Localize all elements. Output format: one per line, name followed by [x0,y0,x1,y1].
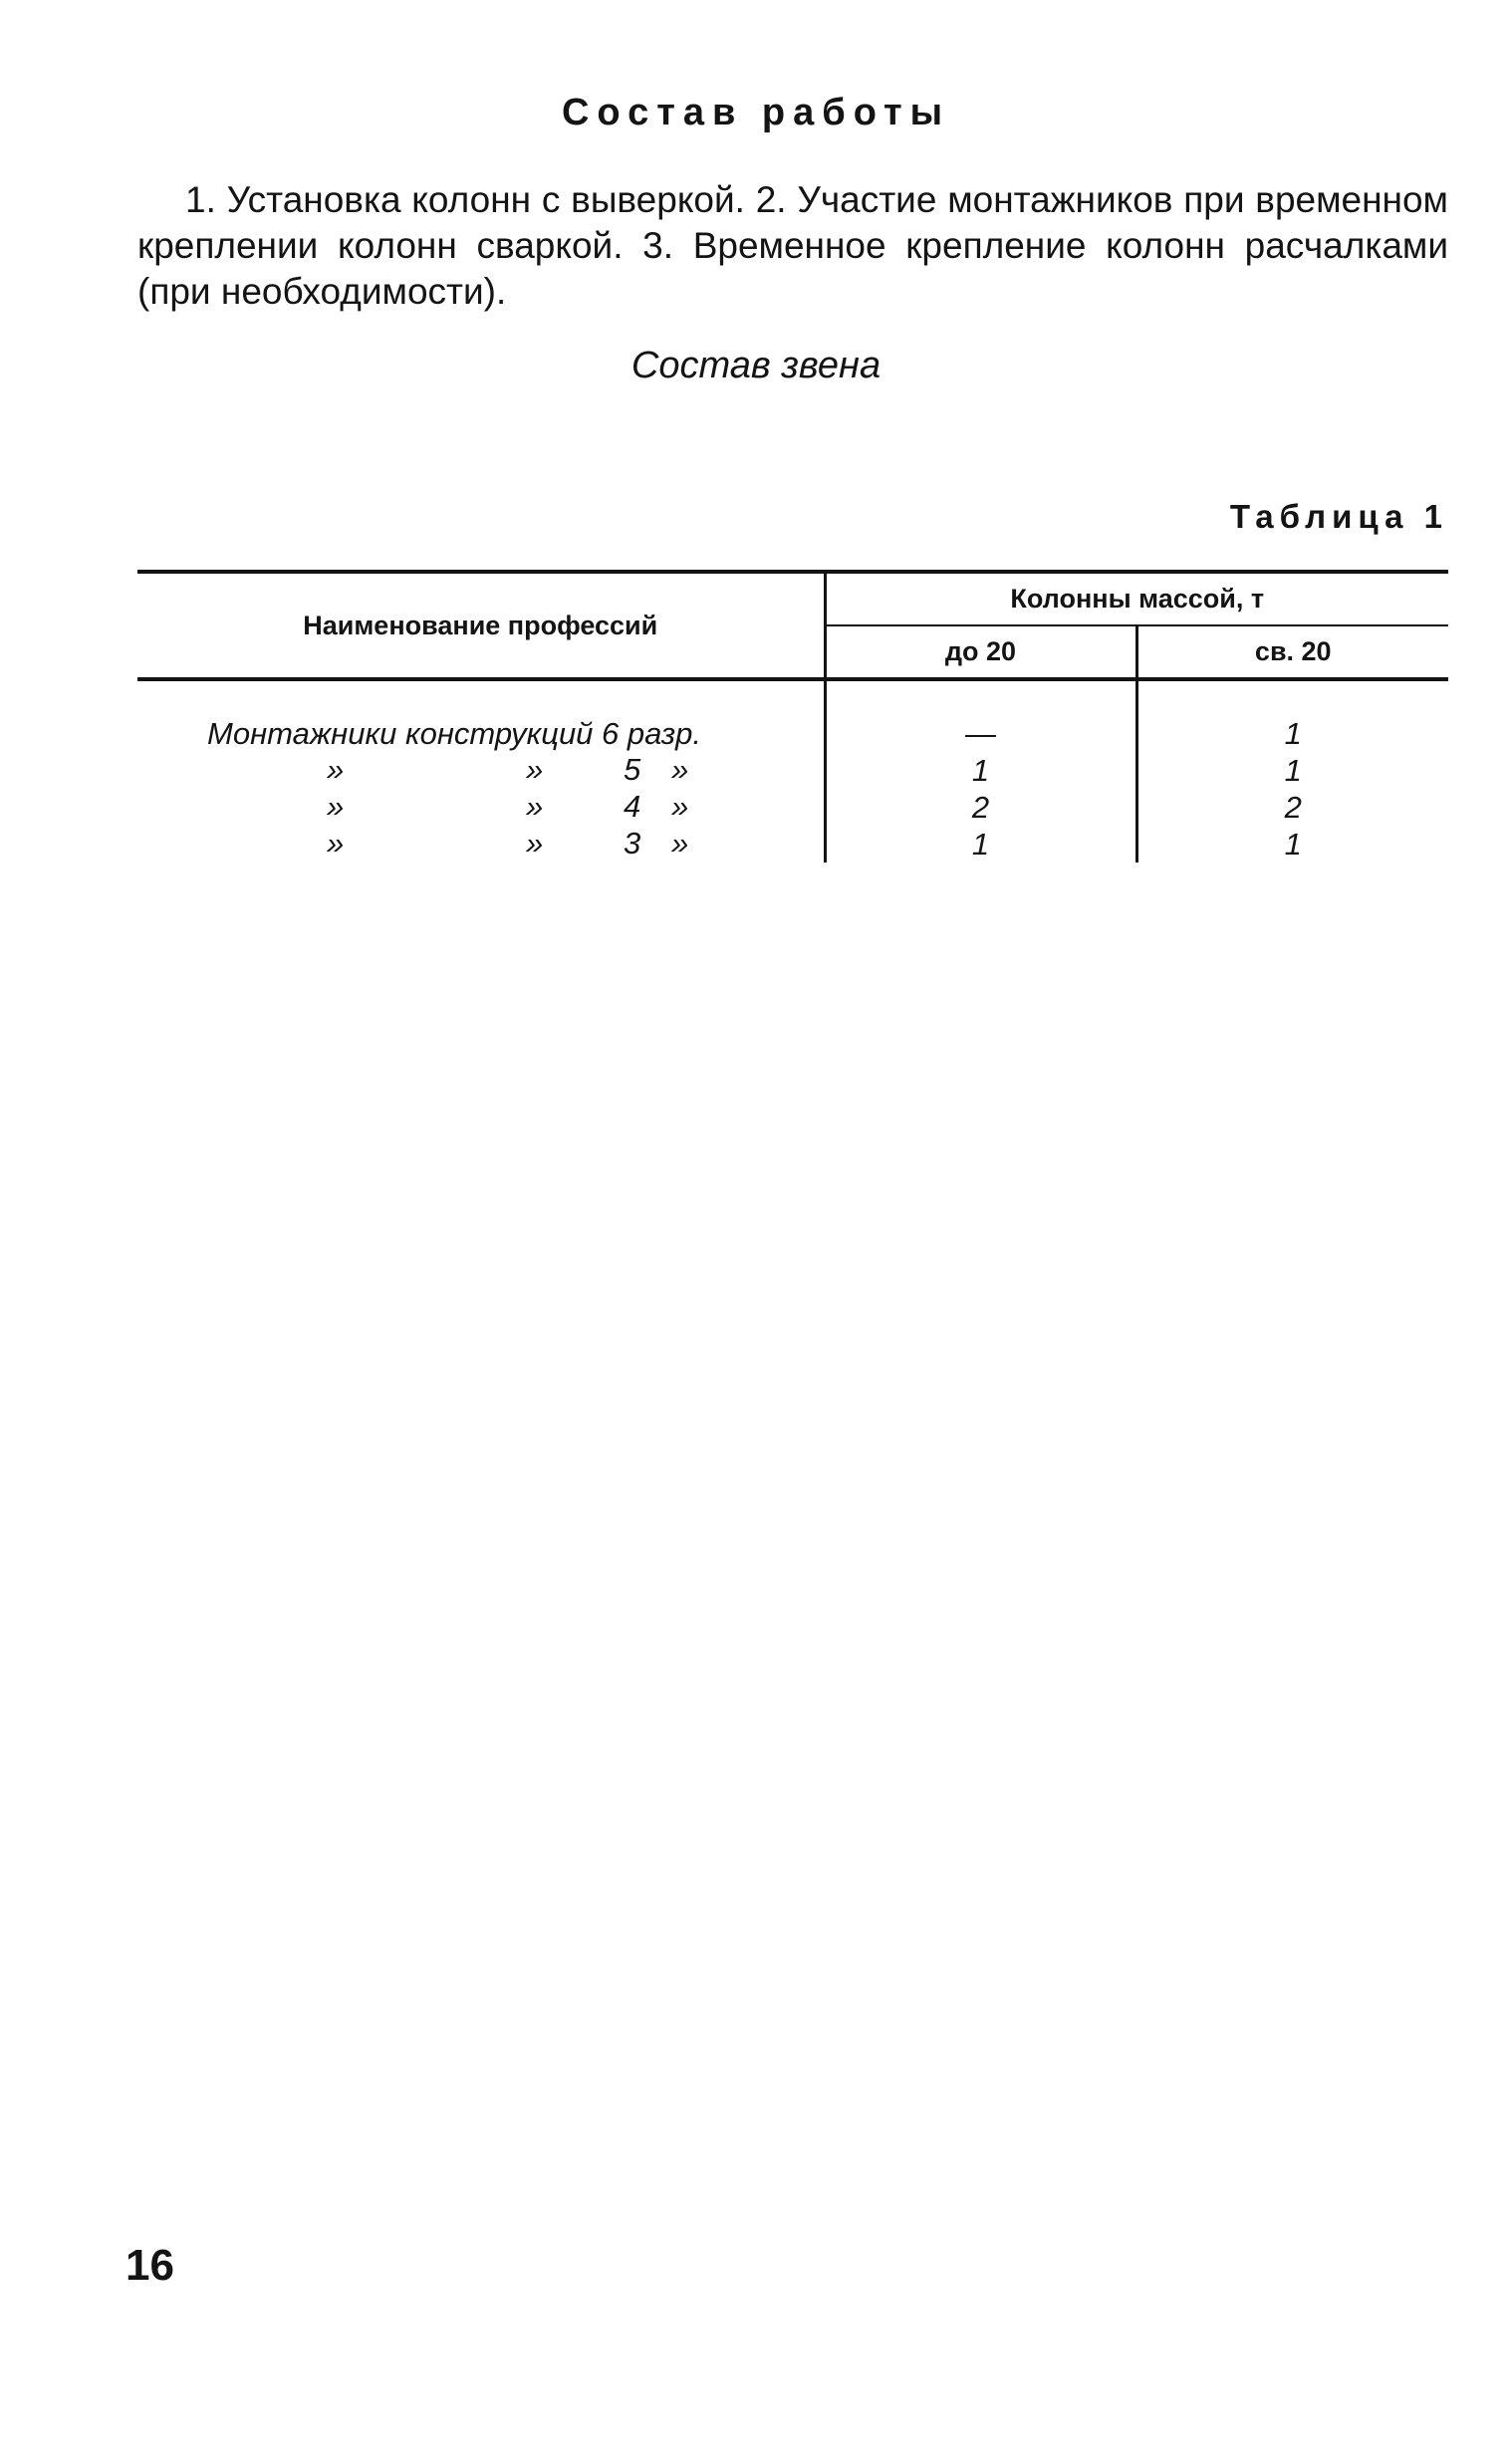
header-up-to-20: до 20 [825,625,1136,679]
ditto-mark: » [671,789,689,824]
value-up-to-20: 2 [825,789,1136,826]
value-up-to-20: — [825,679,1136,752]
profession-name: Монтажники конструкций 6 разр. [207,715,701,751]
ditto-mark: » [671,826,689,861]
profession-cell [137,789,825,826]
grade-number: 5 [624,752,641,787]
ditto-mark: » [526,826,544,861]
table-row [137,826,1448,862]
profession-cell [137,752,825,789]
value-over-20: 2 [1136,789,1448,826]
ditto-mark: » [526,789,544,824]
profession-cell [137,826,825,862]
grade-number: 4 [624,789,641,824]
ditto-mark: » [327,826,345,861]
value-up-to-20: 1 [825,826,1136,862]
value-up-to-20: 1 [825,752,1136,789]
profession-cell [137,679,825,752]
table-row [137,789,1448,826]
ditto-mark: » [526,752,544,787]
value-over-20: 1 [1136,826,1448,862]
ditto-mark: » [671,752,689,787]
section-title: Состав работы [561,92,951,133]
value-over-20: 1 [1136,752,1448,789]
grade-number: 3 [624,826,641,861]
table-row [137,679,1448,752]
table-label: Таблица 1 [1229,498,1448,535]
header-profession: Наименование профессий [137,572,825,679]
ditto-mark: » [327,752,345,787]
header-over-20: св. 20 [1136,625,1448,679]
page-number: 16 [126,2241,174,2290]
value-over-20: 1 [1136,679,1448,752]
work-description: 1. Установка колонн с выверкой. 2. Участие монтажников при временном креплении колонн сваркой. 3. Временное крепление колонн расчалками (при необходимости). [137,179,1448,312]
ditto-mark: » [327,789,345,824]
table-row [137,752,1448,789]
header-column-mass: Колонны массой, т [825,572,1448,625]
crew-title: Состав звена [630,345,882,386]
crew-table [137,570,1448,862]
